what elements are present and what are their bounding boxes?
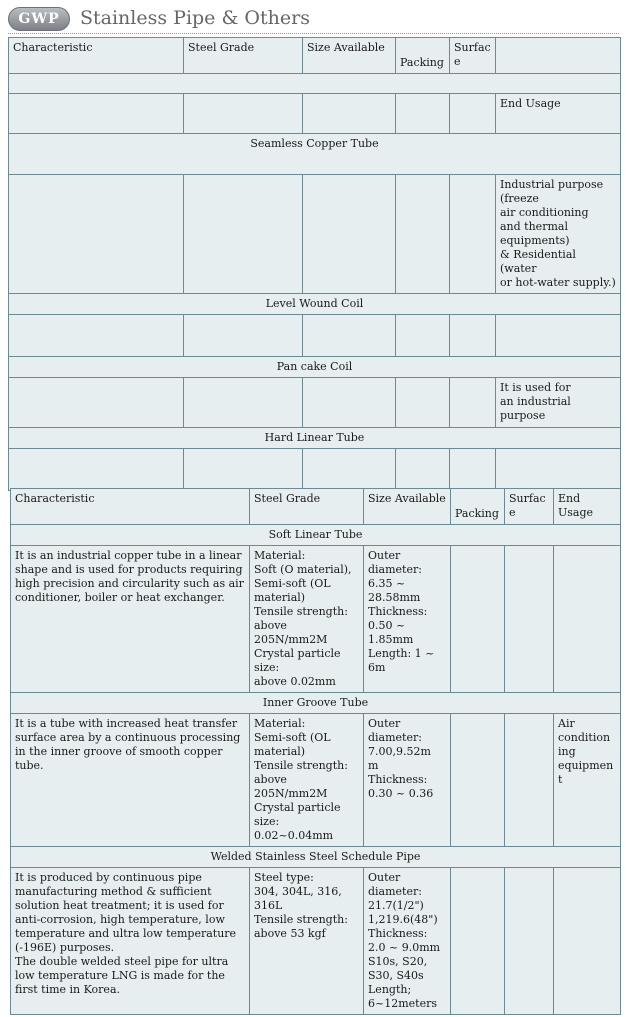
table-cell (9, 94, 184, 134)
product-table-2 (10, 488, 621, 1015)
table-row (9, 175, 621, 294)
characteristic-cell: It is an industrial copper tube in a linear shape and is used for products requiring high precision and circularity such as air conditioner, boiler or heat exchanger. (11, 546, 250, 693)
table-header-row (11, 489, 621, 525)
end-usage-cell (496, 315, 621, 357)
section-title-seamless-copper-tube: Seamless Copper Tube (9, 134, 621, 175)
header-characteristic: Characteristic (11, 489, 250, 525)
page-title: Stainless Pipe & Others (80, 7, 310, 29)
table-cell (303, 175, 396, 294)
table-cell (184, 175, 303, 294)
table-cell (9, 315, 184, 357)
table-cell (9, 175, 184, 294)
size-cell: Outer diameter: 21.7(1/2") 1,219.6(48") Thickness: 2.0 ~ 9.0mm S10s, S20, S30, S40s Length; 6~12meters (364, 868, 451, 1015)
surface-cell (505, 868, 554, 1015)
table-row (11, 714, 621, 847)
end-usage-label: End Usage (496, 94, 621, 134)
table-cell (396, 449, 450, 491)
end-usage-cell: Industrial purpose (freeze air conditioning and thermal equipments) & Residential (water or hot-water supply.) (496, 175, 621, 294)
header-surface: Surfac e (505, 489, 554, 525)
end-usage-cell (554, 546, 621, 693)
header-size-available: Size Available (303, 38, 396, 74)
product-table-1 (8, 37, 621, 491)
table-cell (303, 315, 396, 357)
steel-grade-cell: Material: Soft (O material), Semi-soft (OL material) Tensile strength: above 205N/mm2M Crystal particle size: above 0.02mm (250, 546, 364, 693)
table-cell (450, 449, 496, 491)
table-cell (184, 315, 303, 357)
section-title-welded-stainless-steel-schedule-pipe: Welded Stainless Steel Schedule Pipe (11, 847, 621, 868)
table-row (11, 868, 621, 1015)
size-cell: Outer diameter: 6.35 ~ 28.58mm Thickness: 0.50 ~ 1.85mm Length: 1 ~ 6m (364, 546, 451, 693)
table-cell (450, 175, 496, 294)
header-steel-grade: Steel Grade (184, 38, 303, 74)
end-usage-cell: It is used for an industrial purpose (496, 378, 621, 428)
table-row (9, 94, 621, 134)
section-title-inner-groove-tube: Inner Groove Tube (11, 693, 621, 714)
section-row (11, 525, 621, 546)
table-cell (184, 378, 303, 428)
table-cell (396, 378, 450, 428)
section-row (9, 357, 621, 378)
table-cell (450, 94, 496, 134)
end-usage-cell (554, 868, 621, 1015)
surface-cell (505, 714, 554, 847)
characteristic-cell: It is produced by continuous pipe manufacturing method & sufficient solution heat treatment; it is used for anti-corrosion, high temperature, low temperature and ultra low temperature (-196E) purposes. The double welded steel pipe for ultra low temperature LNG is made for the first time in Korea. (11, 868, 250, 1015)
section-title-soft-linear-tube: Soft Linear Tube (11, 525, 621, 546)
title-divider (8, 33, 619, 34)
section-title-level-wound-coil: Level Wound Coil (9, 294, 621, 315)
table-cell (450, 378, 496, 428)
table-cell (450, 315, 496, 357)
table-cell (396, 315, 450, 357)
characteristic-cell: It is a tube with increased heat transfer surface area by a continuous processing in the inner groove of smooth copper tube. (11, 714, 250, 847)
surface-cell (505, 546, 554, 693)
table-cell (184, 94, 303, 134)
table-cell (396, 175, 450, 294)
header-end-usage: End Usage (554, 489, 621, 525)
header-steel-grade: Steel Grade (250, 489, 364, 525)
packing-cell (451, 714, 505, 847)
table-cell (9, 449, 184, 491)
table-row (11, 546, 621, 693)
table-cell (303, 94, 396, 134)
header-surface: Surfac e (450, 38, 496, 74)
table-row (9, 315, 621, 357)
section-row (11, 847, 621, 868)
table-row (9, 449, 621, 491)
table-cell (184, 449, 303, 491)
page-header (0, 0, 627, 36)
section-row (9, 134, 621, 175)
table-cell (303, 378, 396, 428)
steel-grade-cell: Steel type: 304, 304L, 316, 316L Tensile strength: above 53 kgf (250, 868, 364, 1015)
steel-grade-cell: Material: Semi-soft (OL material) Tensile strength: above 205N/mm2M Crystal particle size: 0.02~0.04mm (250, 714, 364, 847)
header-packing: Packing (451, 489, 505, 525)
end-usage-cell (496, 449, 621, 491)
blank-cell (9, 74, 621, 94)
gwp-logo: GWP (8, 7, 70, 31)
table-cell (303, 449, 396, 491)
table-cell (396, 94, 450, 134)
header-characteristic: Characteristic (9, 38, 184, 74)
packing-cell (451, 546, 505, 693)
size-cell: Outer diameter: 7.00,9.52m m Thickness: 0.30 ~ 0.36 (364, 714, 451, 847)
section-row (9, 294, 621, 315)
header-packing: Packing (396, 38, 450, 74)
header-blank (496, 38, 621, 74)
table-row (9, 378, 621, 428)
table-cell (9, 378, 184, 428)
section-title-pan-cake-coil: Pan cake Coil (9, 357, 621, 378)
section-row (11, 693, 621, 714)
blank-row (9, 74, 621, 94)
header-size-available: Size Available (364, 489, 451, 525)
end-usage-cell: Air condition ing equipmen t (554, 714, 621, 847)
table-header-row (9, 38, 621, 74)
packing-cell (451, 868, 505, 1015)
section-title-hard-linear-tube: Hard Linear Tube (9, 428, 621, 449)
section-row (9, 428, 621, 449)
